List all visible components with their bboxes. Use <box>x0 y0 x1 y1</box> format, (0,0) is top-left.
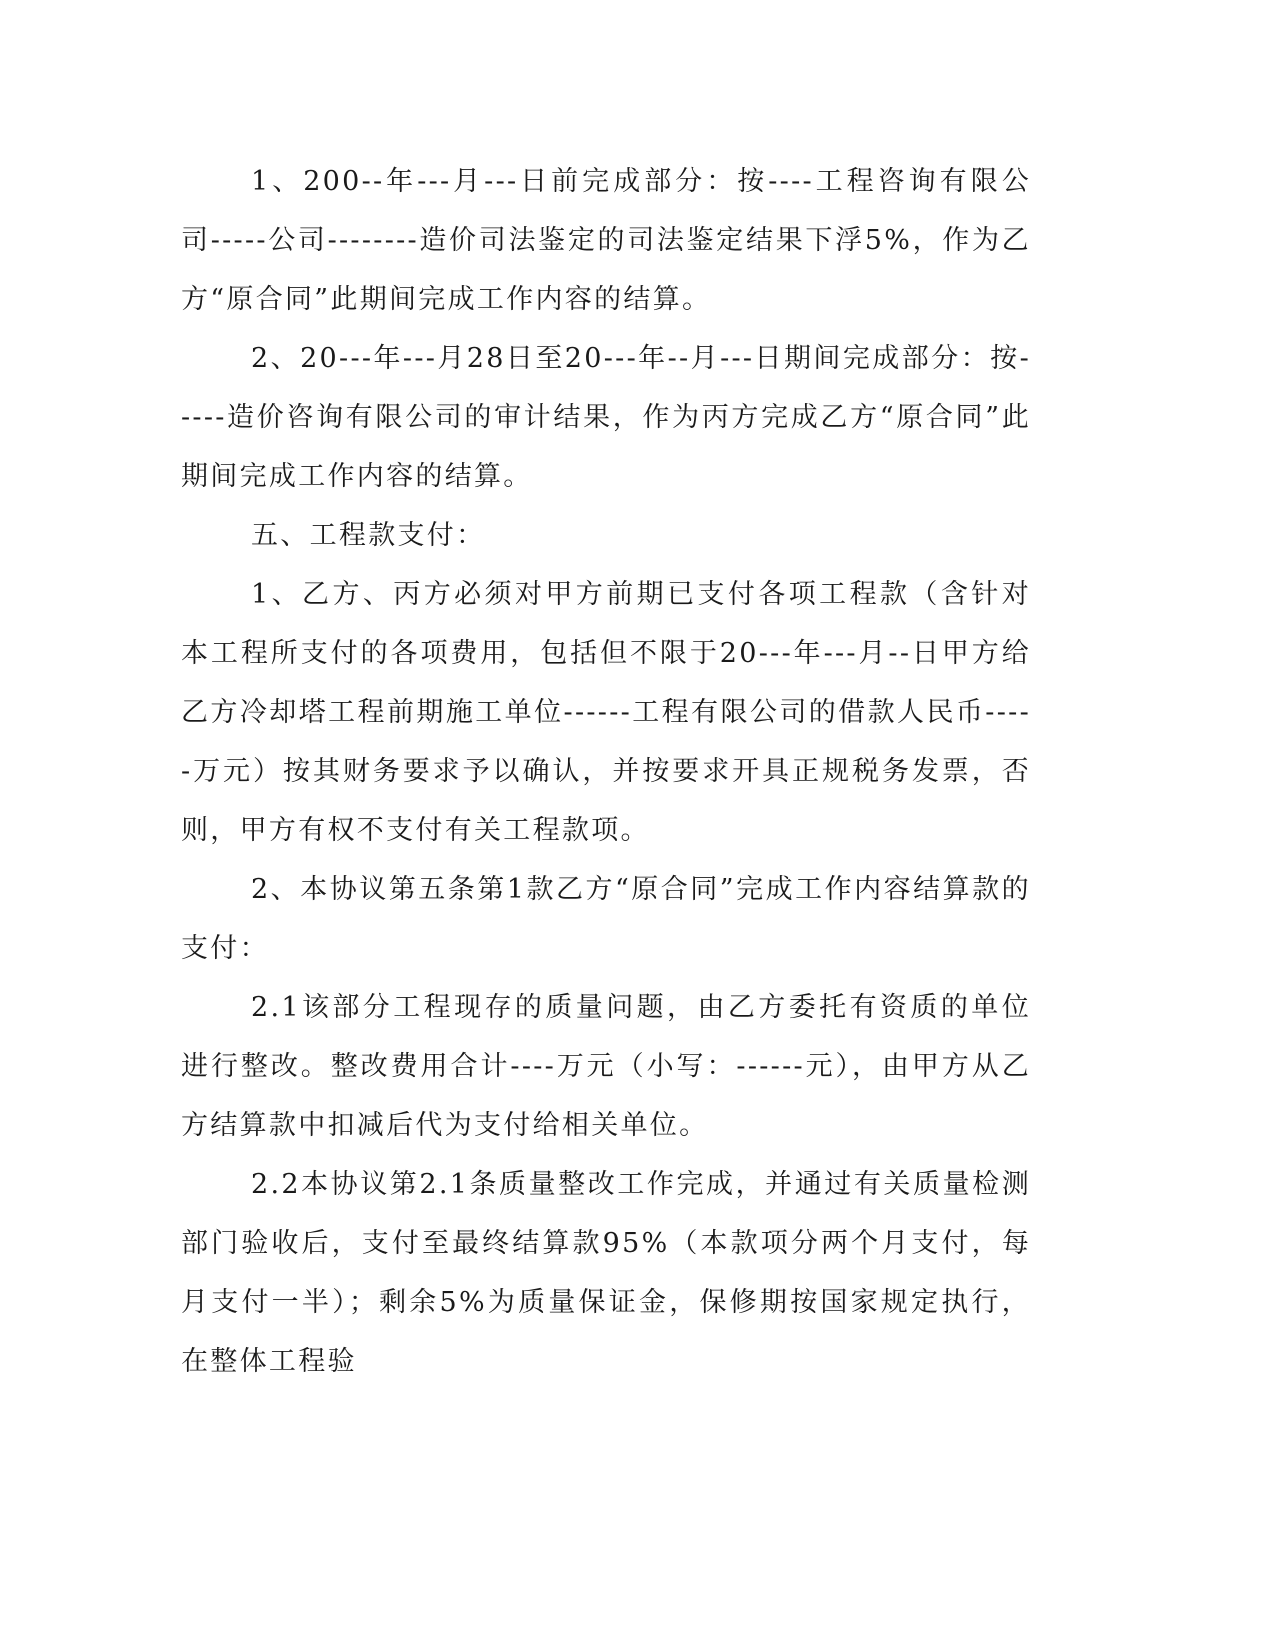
document-body <box>181 152 1031 1391</box>
paragraph-payment-2-1: 2.1该部分工程现存的质量问题，由乙方委托有资质的单位进行整改。整改费用合计----万元（小写：------元），由甲方从乙方结算款中扣减后代为支付给相关单位。 <box>181 992 1031 1141</box>
paragraph-payment-2: 2、本协议第五条第1款乙方“原合同”完成工作内容结算款的支付： <box>181 874 1031 964</box>
paragraph-settlement-2: 2、20---年---月28日至20---年--月---日期间完成部分：按-----造价咨询有限公司的审计结果，作为丙方完成乙方“原合同”此期间完成工作内容的结算。 <box>181 343 1031 492</box>
paragraph-payment-1: 1、乙方、丙方必须对甲方前期已支付各项工程款（含针对本工程所支付的各项费用，包括但不限于20---年---月--日甲方给乙方冷却塔工程前期施工单位------工程有限公司的借款人民币-----万元）按其财务要求予以确认，并按要求开具正规税务发票，否则，甲方有权不支付有关工程款项。 <box>181 579 1031 846</box>
section-heading-payment: 五、工程款支付： <box>251 520 486 551</box>
paragraph-payment-2-2: 2.2本协议第2.1条质量整改工作完成，并通过有关质量检测部门验收后，支付至最终结算款95%（本款项分两个月支付，每月支付一半）；剩余5%为质量保证金，保修期按国家规定执行，在整体工程验 <box>181 1169 1031 1377</box>
paragraph-settlement-1: 1、200--年---月---日前完成部分：按----工程咨询有限公司-----公司--------造价司法鉴定的司法鉴定结果下浮5%，作为乙方“原合同”此期间完成工作内容的结算。 <box>181 166 1031 315</box>
